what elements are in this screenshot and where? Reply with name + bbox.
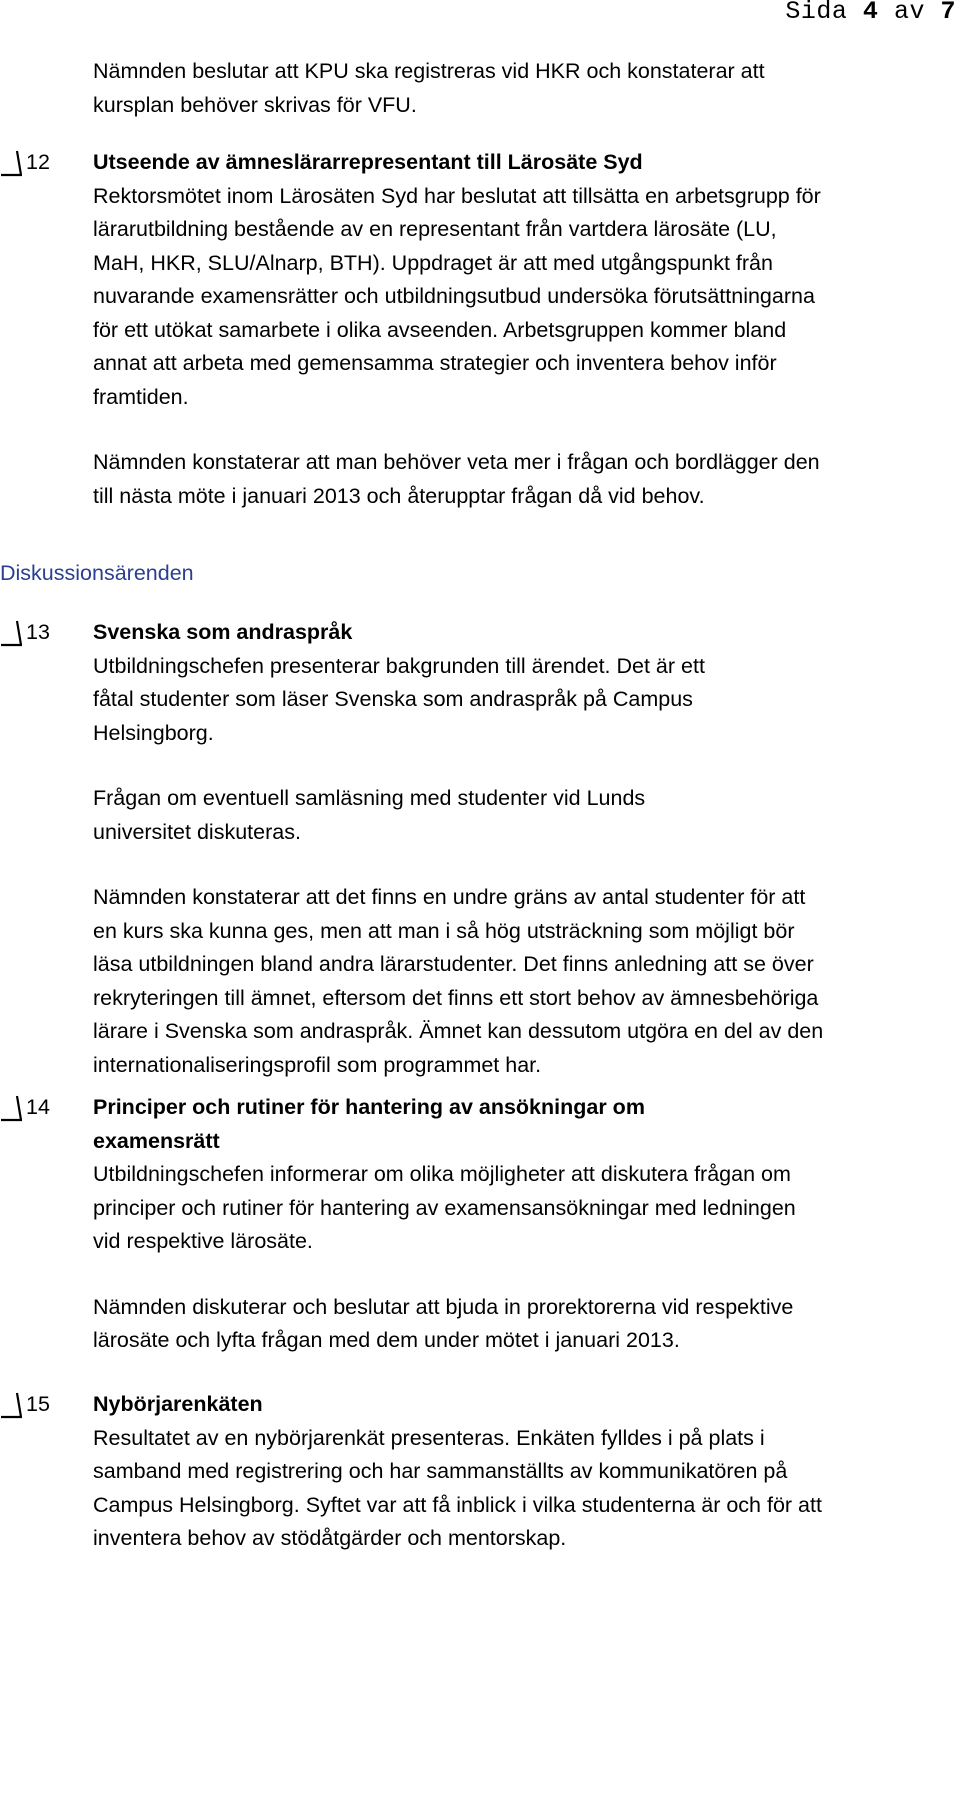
item-title: Nybörjarenkäten bbox=[93, 1392, 263, 1416]
item-number: 14 bbox=[26, 1095, 50, 1119]
item-title: Utseende av ämneslärarrepresentant till Lärosäte Syd bbox=[93, 150, 643, 174]
item-title: Principer och rutiner för hantering av ansökningar om examensrätt bbox=[93, 1095, 645, 1153]
of-label: av bbox=[893, 0, 925, 26]
current-page-number: 4 bbox=[862, 0, 879, 26]
total-pages: 7 bbox=[940, 0, 956, 26]
page-number bbox=[785, 0, 956, 27]
section-marker-icon bbox=[0, 1093, 22, 1123]
item-body bbox=[93, 1388, 953, 1556]
item-body bbox=[93, 1091, 953, 1358]
section-marker-icon bbox=[0, 618, 22, 648]
section-heading: Diskussionsärenden bbox=[0, 561, 194, 585]
item-number: 12 bbox=[26, 150, 50, 174]
item-title: Svenska som andraspråk bbox=[93, 620, 353, 644]
item-paragraph: Rektorsmötet inom Lärosäten Syd har beslutat att tillsätta en arbetsgrupp för lärarutbildning bestående av en representant från vartdera lärosäte (LU, MaH, HKR, SLU/Alnarp, BTH). Uppdraget är att med utgångspunkt från nuvarande examensrätter och utbildningsutbud undersöka förutsättningarna för ett utökat samarbete i olika avseenden. Arbetsgruppen kommer bland annat att arbeta med gemensamma strategier och inventera behov inför framtiden. bbox=[93, 183, 821, 409]
intro-text: Nämnden beslutar att KPU ska registreras vid HKR och konstaterar att kursplan behöver skrivas för VFU. bbox=[93, 59, 765, 117]
item-paragraph: Frågan om eventuell samläsning med studenter vid Lunds universitet diskuteras. bbox=[93, 786, 646, 844]
item-paragraph: Utbildningschefen presenterar bakgrunden till ärendet. Det är ett fåtal studenter som läser Svenska som andraspråk på Campus Helsingborg. bbox=[93, 653, 705, 745]
item-paragraph: Resultatet av en nybörjarenkät presenteras. Enkäten fylldes i på plats i samband med registrering och har sammanställts av kommunikatören på Campus Helsingborg. Syftet var att få inblick i vilka studenterna är och för att inventera behov av stödåtgärder och mentorskap. bbox=[93, 1425, 822, 1550]
item-body bbox=[93, 616, 953, 1082]
item-paragraph: Nämnden konstaterar att det finns en undre gräns av antal studenter för att en kurs ska kunna ges, men att man i så hög utsträckning som möjligt bör läsa utbildningen bland andra lärarstudenter. Det finns anledning att se över rekryteringen till ämnet, eftersom det finns ett stort behov av ämnesbehöriga lärare i Svenska som andraspråk. Ämnet kan dessutom utgöra en del av den internationaliseringsprofil som programmet har. bbox=[93, 885, 824, 1077]
item-number: 15 bbox=[26, 1392, 50, 1416]
item-paragraph: Nämnden konstaterar att man behöver veta mer i frågan och bordlägger den till nästa möte i januari 2013 och återupptar frågan då vid behov. bbox=[93, 450, 820, 508]
item-paragraph: Nämnden diskuterar och beslutar att bjuda in prorektorerna vid respektive lärosäte och lyfta frågan med dem under mötet i januari 2013. bbox=[93, 1294, 794, 1352]
section-marker-icon bbox=[0, 148, 22, 178]
item-body bbox=[93, 146, 953, 513]
intro-paragraph bbox=[93, 55, 953, 122]
item-paragraph: Utbildningschefen informerar om olika möjligheter att diskutera frågan om principer och rutiner för hantering av examensansökningar med ledningen vid respektive lärosäte. bbox=[93, 1162, 796, 1253]
page-label: Sida bbox=[785, 0, 848, 26]
section-marker-icon bbox=[0, 1390, 22, 1420]
item-number: 13 bbox=[26, 620, 50, 644]
